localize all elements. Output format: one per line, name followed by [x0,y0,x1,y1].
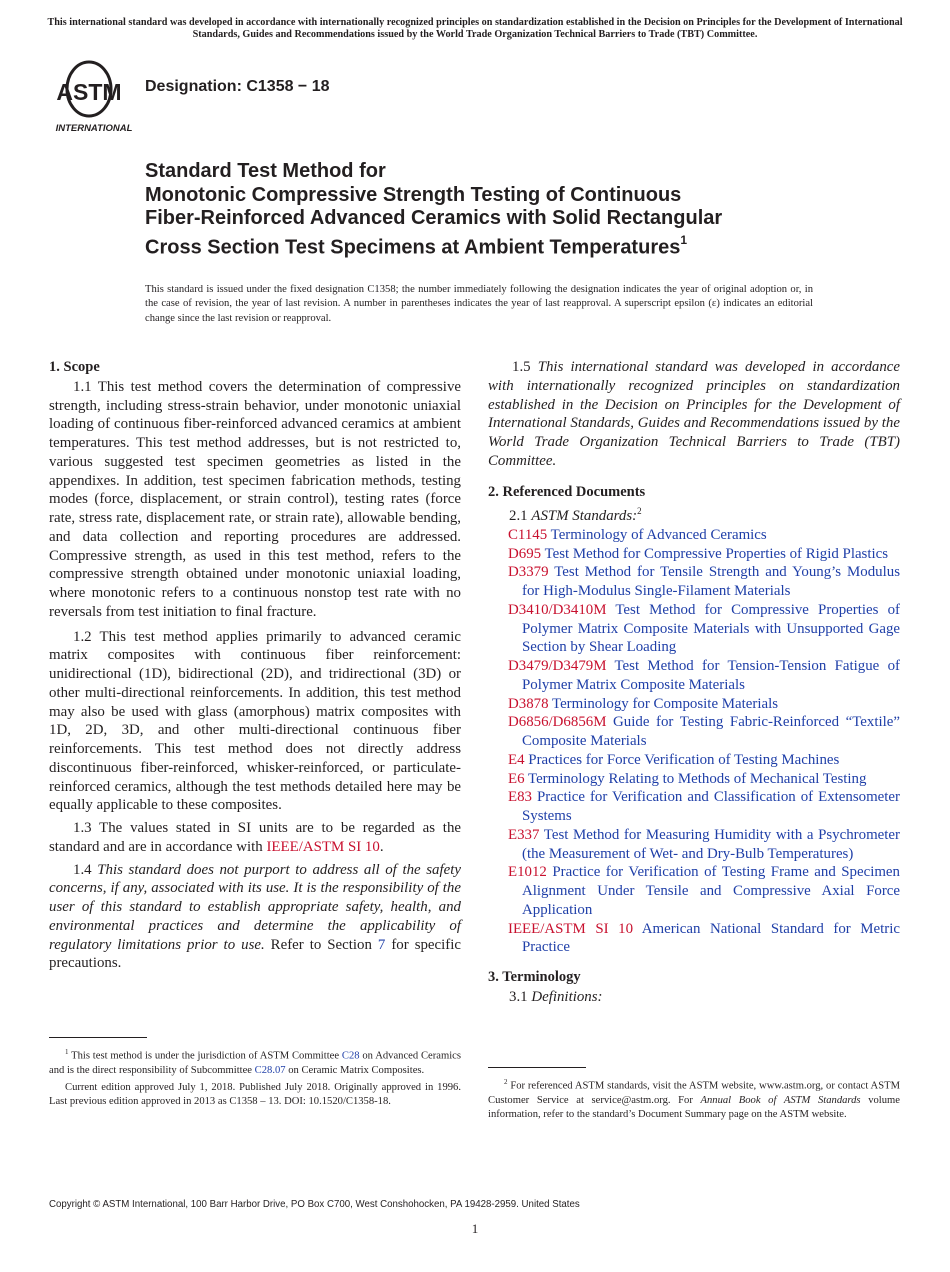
title-footnote-mark: 1 [680,232,688,247]
right-column [488,358,900,1007]
page-number: 1 [471,1221,479,1236]
title-line-4: Cross Section Test Specimens at Ambient Temperatures$^1$ [145,232,688,259]
logo-letters: ASTM [56,79,122,105]
paragraph-1-1: 1.1 This test method covers the determination of compressive strength, including stress-strain behavior, under monotonic uniaxial loading of continuous fiber-reinforced advanced ceramics at ambient temperatures. This test method addresses, but is not restricted to, various suggested test specimen geometries as listed in the appendixes. In addition, test specimen fabrication methods, testing modes (force, displacement, or strain control), testing rates (force rate, stress rate, displacement rate, or strain rate), allowable bending, and data collection and reporting procedures are addressed. Compressive strength, as used in this test method, refers to the compressive strength obtained under monotonic uniaxial loading, where monotonic refers to a continuous nonstop test rate with no reversals from test initiation to final fracture. [49,378,461,620]
reference-title-link[interactable]: Practices for Force Verification of Testing Machines [528,751,840,768]
reference-item [491,526,900,545]
reference-title-link[interactable]: Terminology of Advanced Ceramics [550,526,767,543]
copyright: Copyright © ASTM International, 100 Barr Harbor Drive, PO Box C700, West Conshohocken, PA 19428-2959. United States [49,1199,580,1210]
si10-link[interactable]: IEEE/ASTM SI 10 [266,838,380,855]
reference-item [491,657,900,695]
reference-item [491,713,900,751]
title-line-2: Monotonic Compressive Strength Testing of Continuous [145,183,682,206]
reference-code-link[interactable]: E1012 [508,864,547,881]
reference-code-link[interactable]: D6856/D6856M [508,714,607,731]
title-line-1: Standard Test Method for [145,160,386,182]
reference-title-link[interactable]: Test Method for Tension-Tension Fatigue of Polymer Matrix Composite Materials [522,658,900,693]
footnote-1-edition: Current edition approved July 1, 2018. Published July 2018. Originally approved in 1996. Last previous edition approved in 2013 as C1358 – 13. DOI: 10.1520/C1358-18. [49,1082,461,1108]
reference-code-link[interactable]: E4 [508,751,525,768]
reference-item [491,695,900,714]
reference-item [491,920,900,958]
reference-code-link[interactable]: D3410/D3410M [508,601,607,618]
reference-item [491,563,900,601]
reference-code-link[interactable]: E6 [508,770,525,787]
c28-link[interactable]: C28 [341,1050,360,1062]
reference-title-link[interactable]: Test Method for Measuring Humidity with a Psychrometer (the Measurement of Wet- and Dry-Bulb Temperatures) [522,826,900,862]
scope-heading: 1. Scope [49,359,100,375]
reference-item [491,545,900,564]
astm-standards-subheading: 2.1 ASTM Standards:$^2$ [509,506,642,525]
reference-title-link[interactable]: Practice for Verification of Testing Frame and Specimen Alignment Under Tensile and Compressive Axial Force Application [522,864,900,918]
paragraph-1-5: 1.5 This international standard was developed in accordance with internationally recognized principles on standardization established in the Decision on Principles for the Development of International Standards, Guides and Recommendations issued by the World Trade Organization Technical Barriers to Trade (TBT) Committee. [488,359,901,469]
footnote-1: $^1$ This test method is under the jurisdiction of ASTM Committee C28 on Advanced Ceramics and is the direct responsibility of Subcommittee C28.07 on Ceramic Matrix Composites. Current edition approved July 1, 2018. Published July 2018. Originally approved in 1996. Last previous edition approved in 2013 as C1358 – 13. DOI: 10.1520/C1358-18. [49,1045,461,1110]
reference-title-link[interactable]: American National Standard for Metric Practice [522,920,900,956]
paragraph-1-4: 1.4 This standard does not purport to address all of the safety concerns, if any, associated with its use. It is the responsibility of the user of this standard to establish appropriate safety, health, and environmental practices and determine the applicability of regulatory limitations prior to use. Refer to Section 7 for specific precautions. [49,861,461,972]
referenced-documents-heading: 2. Referenced Documents [488,483,646,500]
terminology-heading: 3. Terminology [488,969,581,986]
reference-code-link[interactable]: E83 [508,789,532,806]
reference-code-link[interactable]: D695 [508,545,542,562]
reference-title-link[interactable]: Terminology for Composite Materials [552,695,779,712]
reference-code-link[interactable]: IEEE/ASTM SI 10 [508,920,634,937]
paragraph-1-3: 1.3 The values stated in SI units are to be regarded as the standard and are in accordance with IEEE/ASTM SI 10. [49,820,461,855]
reference-list [491,526,900,957]
footnote-rule-right [488,1067,586,1068]
reference-item [491,770,900,789]
reference-code-link[interactable]: C1145 [508,526,548,543]
footnote-rule-left [49,1037,147,1038]
reference-code-link[interactable]: D3878 [508,695,549,712]
title-line-3: Fiber-Reinforced Advanced Ceramics with Solid Rectangular [145,207,723,229]
reference-title-link[interactable]: Guide for Testing Fabric-Reinforced “Textile” Composite Materials [522,714,900,750]
reference-item [491,788,900,826]
reference-code-link[interactable]: D3379 [508,564,549,581]
reference-code-link[interactable]: E337 [508,826,540,843]
paragraph-1-2: 1.2 This test method applies primarily to advanced ceramic matrix composites with continuous fiber reinforcement: unidirectional (1D), bidirectional (2D), and tridirectional (3D) or other multi-directional reinforcements. In addition, this test method may also be used with glass (amorphous) matrix composites with 1D, 2D, 3D, and other multi-directional continuous fiber reinforcements. This test method does not directly address discontinuous fiber-reinforced, whisker-reinforced, or particulate-reinforced ceramics, although the test methods detailed here may be equally applicable to these composites. [49,628,461,814]
reference-title-link[interactable]: Test Method for Compressive Properties of Polymer Matrix Composite Materials with Unsupported Gage Section by Shear Loading [522,601,900,656]
left-column [49,358,461,977]
section-7-link[interactable]: 7 [377,936,386,953]
document-title [145,160,865,260]
reference-title-link[interactable]: Practice for Verification and Classification of Extensometer Systems [522,789,900,825]
astm-logo [53,58,135,134]
footnote-2: $^2$ For referenced ASTM standards, visit the ASTM website, www.astm.org, or contact ASTM Customer Service at service@astm.org. For Annual Book of ASTM Standards volume information, refer to the standard’s Document Summary page on the ASTM website. [488,1078,900,1121]
logo-text: INTERNATIONAL [55,123,133,134]
reference-item [491,863,900,919]
reference-code-link[interactable]: D3479/D3479M [508,658,607,675]
issue-note: This standard is issued under the fixed designation C1358; the number immediately following the designation indicates the year of original adoption or, in the case of revision, the year of last revision. A number in parentheses indicates the year of last reapproval. A superscript epsilon (ε) indicates an editorial change since the last revision or reapproval. [145,284,813,324]
reference-title-link[interactable]: Test Method for Tensile Strength and Young’s Modulus for High-Modulus Single-Filament Materials [522,564,900,600]
reference-item [491,826,900,864]
definitions-subheading: 3.1 Definitions: [509,988,603,1005]
reference-title-link[interactable]: Test Method for Compressive Properties of Rigid Plastics [544,545,889,562]
reference-title-link[interactable]: Terminology Relating to Methods of Mechanical Testing [528,770,867,787]
c28-07-link[interactable]: C28.07 [254,1064,286,1076]
designation: Designation: C1358 − 18 [145,78,330,95]
top-notice: This international standard was developed in accordance with internationally recognized principles on standardization established in the Decision on Principles for the Development of International Standards, Guides and Recommendations issued by the World Trade Organization Technical Barriers to Trade (TBT) Committee. [47,17,903,40]
reference-item [491,751,900,770]
reference-item [491,601,900,657]
